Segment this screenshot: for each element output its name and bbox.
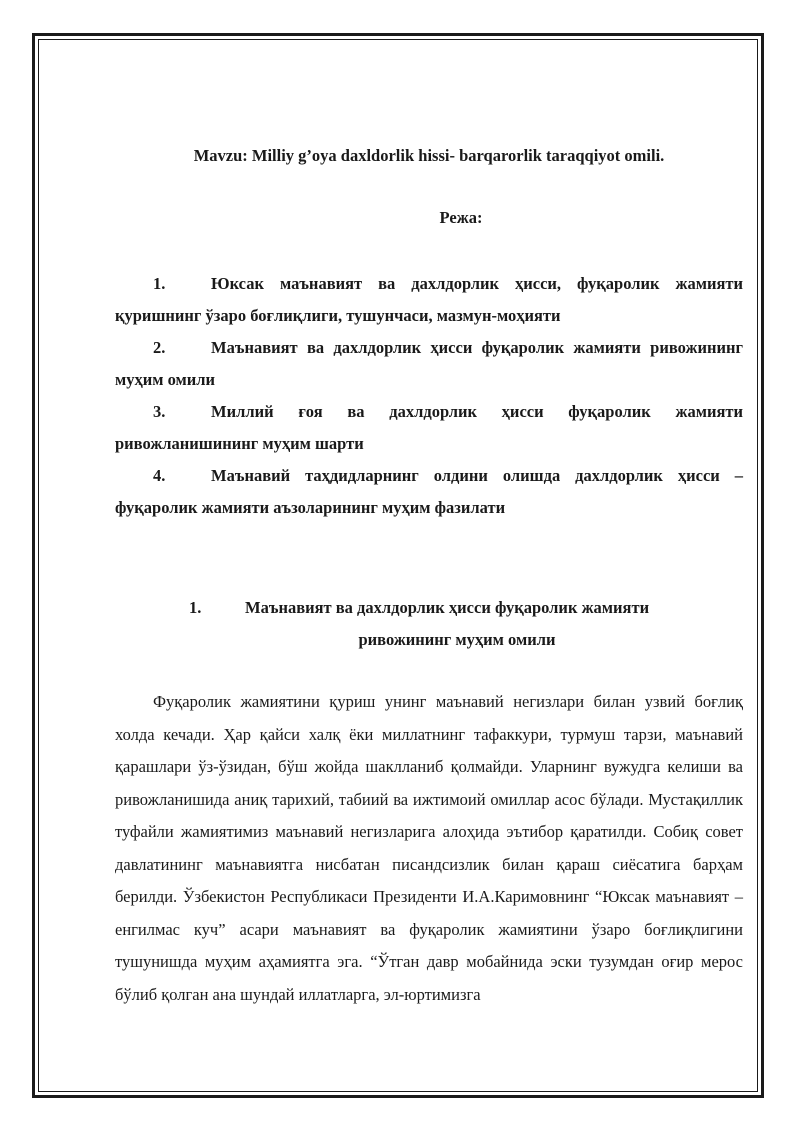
plan-list xyxy=(115,268,743,524)
plan-item-text: Маънавият ва дахлдорлик ҳисси фуқаролик жамияти ривожининг муҳим омили xyxy=(115,338,743,389)
plan-item xyxy=(115,460,743,524)
plan-item-number: 4. xyxy=(153,466,166,485)
plan-item-text: Миллий ғоя ва дахлдорлик ҳисси фуқаролик жамияти ривожланишининг муҳим шарти xyxy=(115,402,743,453)
plan-heading: Режа: xyxy=(439,208,483,227)
plan-item-number: 2. xyxy=(153,338,166,357)
plan-item-text: Юксак маънавият ва дахлдорлик ҳисси, фуқаролик жамияти қуришнинг ўзаро боғлиқлиги, тушунчаси, мазмун-моҳияти xyxy=(115,274,743,325)
section-title-part2: ривожининг муҳим омили xyxy=(358,630,556,649)
section-number: 1. xyxy=(189,598,202,617)
section-heading xyxy=(115,592,743,656)
plan-item-text: Маънавий таҳдидларнинг олдини олишда дахлдорлик ҳисси – фуқаролик жамияти аъзоларининг муҳим фазилати xyxy=(115,466,743,517)
section-heading-line1 xyxy=(115,592,743,624)
document-title: Mavzu: Milliy g’oya daxldorlik hissi- barqarorlik taraqqiyot omili. xyxy=(193,146,665,165)
plan-item-number: 1. xyxy=(153,274,166,293)
plan-item xyxy=(115,396,743,460)
section-title-part1: Маънавият ва дахлдорлик ҳисси фуқаролик жамияти xyxy=(245,598,650,617)
plan-item xyxy=(115,268,743,332)
body-paragraph: Фуқаролик жамиятини қуриш унинг маънавий негизлари билан узвий боғлиқ холда кечади. Ҳар қайси халқ ёки миллатнинг тафаккури, турмуш тарзи, маънавий қарашлари ўз-ўзидан, бўш жойда шаклланиб қолмайди. Уларнинг вужудга келиши ва ривожланишида аниқ тарихий, табиий ва ижтимоий омиллар асос бўлади. Мустақиллик туфайли жамиятимиз маънавий негизларига алоҳида эътибор қаратилди. Собиқ совет давлатининг маънавиятга нисбатан писандсизлик билан қараш сиёсатига барҳам берилди. Ўзбекистон Республикаси Президенти И.А.Каримовнинг “Юксак маънавият – енгилмас куч” асари маънавият ва фуқаролик жамиятини ўзаро боғлиқлигини тушунишда муҳим аҳамиятга эга. “Ўтган давр мобайнида эски тузумдан оғир мерос бўлиб қолган ана шундай иллатларга, эл-юртимизга xyxy=(115,692,743,1004)
plan-item-number: 3. xyxy=(153,402,166,421)
plan-item xyxy=(115,332,743,396)
